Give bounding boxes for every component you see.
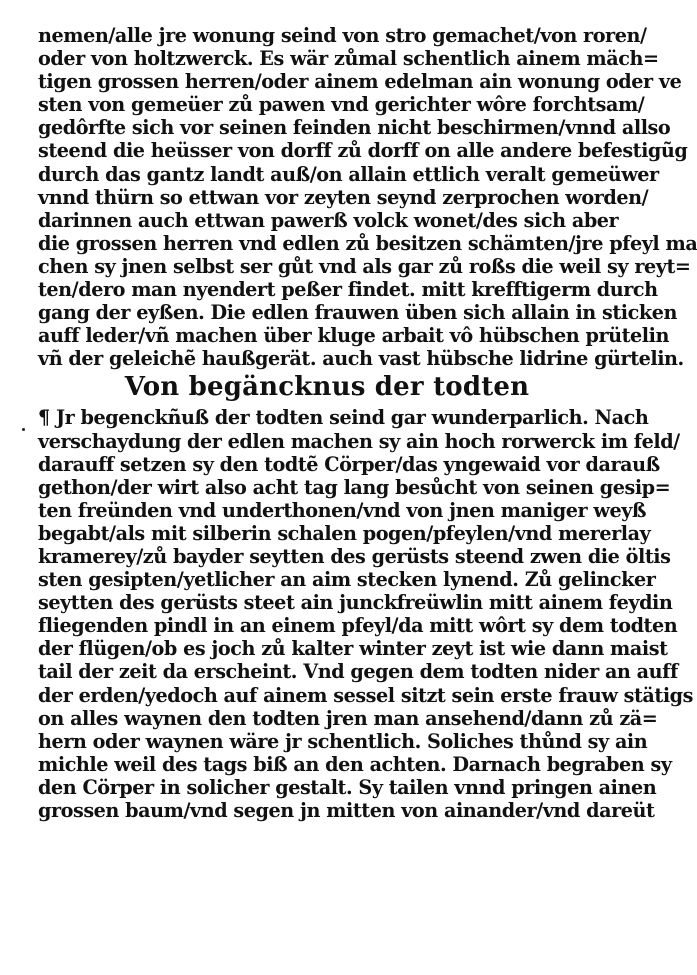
- text-line: oder von holtzwerck. Es wär zůmal schentlich ainem mäch=: [38, 47, 659, 71]
- text-line: steend die heüsser von dorff zů dorff on alle andere befestigũg: [38, 139, 688, 163]
- text-line: hern oder waynen wäre jr schentlich. Soliches thůnd sy ain: [38, 729, 648, 753]
- text-line: ten freünden vnd underthonen/vnd von jnen maniger weyß: [38, 498, 647, 522]
- text-line: gang der eyßen. Die edlen frauwen üben sich allain in sticken: [38, 301, 677, 325]
- text-line: tigen grossen herren/oder ainem edelman ain wonung oder ve: [38, 70, 682, 94]
- text-line: ten/dero man nyendert peßer findet. mitt krefftigerm durch: [38, 278, 658, 302]
- text-line: der flügen/ob es joch zů kalter winter zeyt ist wie dann maist: [38, 637, 668, 661]
- text-line: nemen/alle jre wonung seind von stro gemachet/von roren/: [38, 24, 647, 47]
- text-line: darinnen auch ettwan pawerß volck wonet/des sich aber: [38, 208, 619, 232]
- text-line: sten gesipten/yetlicher an aim stecken lynend. Zů gelincker: [38, 568, 656, 592]
- margin-mark: [22, 428, 25, 431]
- text-line: grossen baum/vnd segen jn mitten von ainander/vnd dareüt: [38, 799, 655, 822]
- text-line: vñ der geleichẽ haußgerät. auch vast hübsche lidrine gürtelin.: [38, 347, 684, 371]
- text-line: darauff setzen sy den todtẽ Cörper/das yngewaid vor darauß: [38, 452, 660, 476]
- text-line: durch das gantz landt auß/on allain ettlich veralt gemeüwer: [38, 162, 659, 186]
- text-line: kramerey/zů bayder seytten des gerüsts steend zwen die öltis: [38, 544, 671, 568]
- text-line: ¶ Jr begenckñuß der todten seind gar wunderparlich. Nach: [38, 406, 649, 430]
- text-line: tail der zeit da erscheint. Vnd gegen dem todten nider an auff: [38, 660, 678, 684]
- text-line: verschaydung der edlen machen sy ain hoch rorwerck im feld/: [38, 429, 680, 453]
- text-block-funerals: [38, 406, 693, 822]
- text-line: auff leder/vñ machen über kluge arbait vô hübschen prütelin: [38, 324, 669, 348]
- text-line: den Cörper in solicher gestalt. Sy tailen vnnd pringen ainen: [38, 775, 657, 799]
- text-line: fliegenden pindl in an einem pfeyl/da mitt wôrt sy dem todten: [38, 614, 678, 638]
- text-line: chen sy jnen selbst ser gůt vnd als gar zů roßs die weil sy reyt=: [38, 254, 691, 278]
- section-heading: Von begäncknus der todten: [124, 372, 530, 403]
- text-line: die grossen herren vnd edlen zů besitzen schämten/jre pfeyl ma: [38, 231, 697, 255]
- text-line: sten von gemeüer zů pawen vnd gerichter wôre forchtsam/: [38, 93, 645, 117]
- text-line: gethon/der wirt also acht tag lang besůcht von seinen gesip=: [38, 475, 671, 499]
- text-line: on alles waynen den todten jren man ansehend/dann zů zä=: [38, 706, 658, 730]
- text-line: der erden/yedoch auf ainem sessel sitzt sein erste frauw stätigs: [38, 683, 693, 707]
- text-line: gedôrfte sich vor seinen feinden nicht beschirmen/vnnd allso: [38, 116, 671, 140]
- text-block-dwellings: [38, 24, 697, 371]
- text-line: vnnd thürn so ettwan vor zeyten seynd zerprochen worden/: [38, 185, 649, 209]
- text-line: seytten des gerüsts steet ain junckfreüwlin mitt ainem feydin: [38, 591, 673, 615]
- text-line: michle weil des tags biß an den achten. Darnach begraben sy: [38, 752, 672, 776]
- text-line: begabt/als mit silberin schalen pogen/pfeylen/vnd mererlay: [38, 521, 651, 545]
